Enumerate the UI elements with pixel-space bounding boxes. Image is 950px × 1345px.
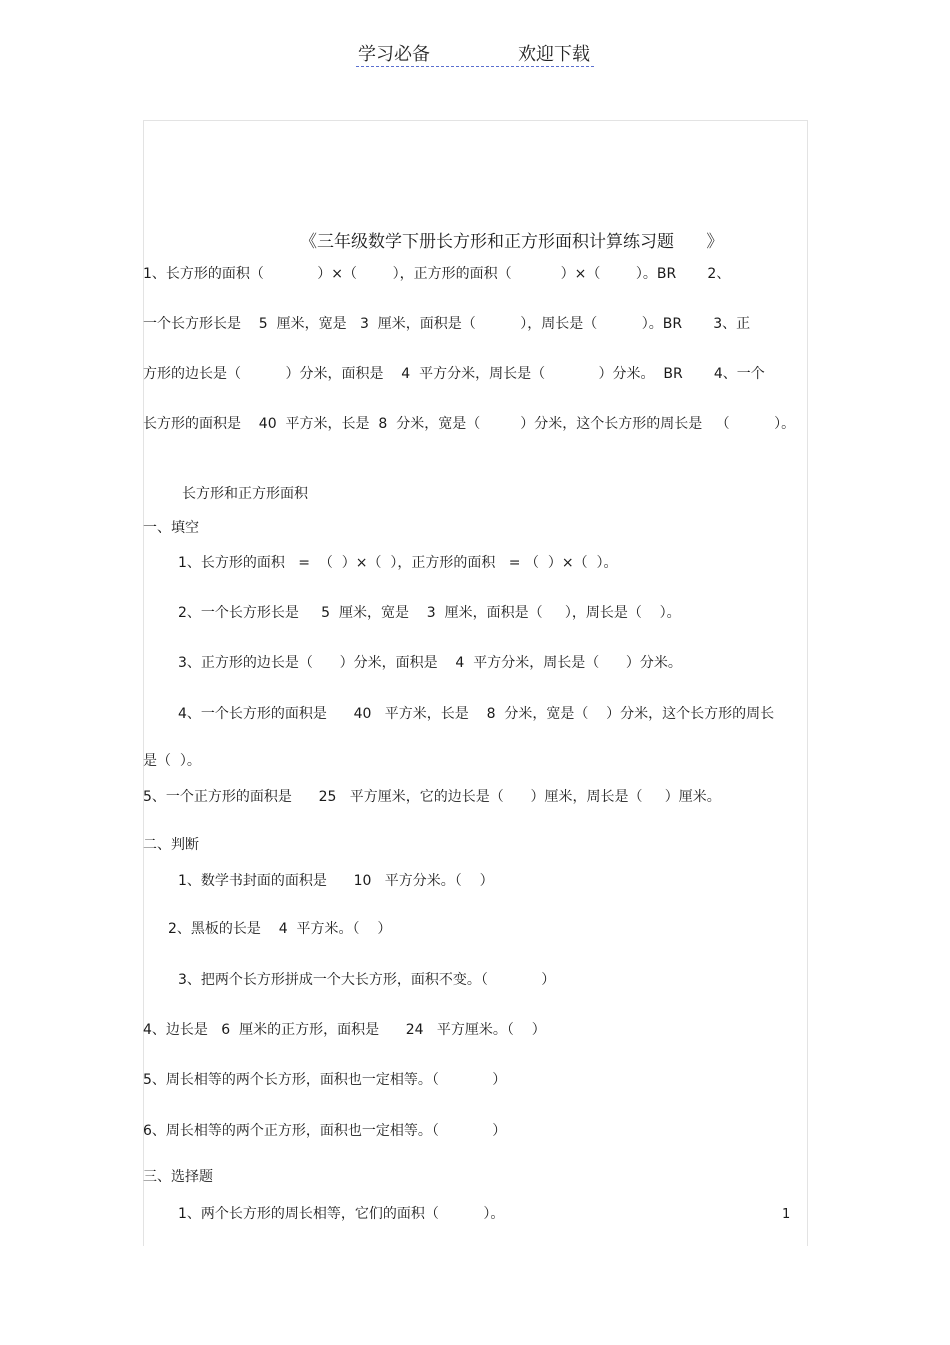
intro-line: 方形的边长是（ ）分米，面积是 4 平方分米，周长是（ ）分米。 BR 4、一个 — [143, 366, 765, 382]
question-item: 3、正方形的边长是（ ）分米，面积是 4 平方分米，周长是（ ）分米。 — [178, 655, 682, 671]
header-right-text: 欢迎下载 — [518, 44, 590, 65]
question-item: 2、黑板的长是 4 平方米。（ ） — [168, 921, 392, 937]
question-item: 2、一个长方形长是 5 厘米，宽是 3 厘米，面积是（ ），周长是（ ）。 — [178, 605, 681, 621]
intro-line: 1、长方形的面积（ ）×（ ），正方形的面积（ ）×（ ）。BR 2、 — [143, 266, 731, 282]
header-left-text: 学习必备 — [358, 44, 430, 65]
intro-line: 长方形的面积是 40 平方米，长是 8 分米，宽是（ ）分米，这个长方形的周长是 （ ）。 — [143, 416, 796, 432]
question-item: 1、长方形的面积 = （ ）×（ ），正方形的面积 = （ ）×（ ）。 — [178, 555, 618, 571]
question-item: 1、两个长方形的周长相等，它们的面积（ ）。 — [178, 1206, 505, 1222]
section-subtitle: 长方形和正方形面积 — [182, 486, 308, 502]
section-heading-true-false: 二、判断 — [143, 837, 199, 853]
question-item: 1、数学书封面的面积是 10 平方分米。（ ） — [178, 873, 494, 889]
question-item: 6、周长相等的两个正方形，面积也一定相等。（ ） — [143, 1123, 507, 1139]
question-item: 4、一个长方形的面积是 40 平方米，长是 8 分米，宽是（ ）分米，这个长方形的周长 — [178, 706, 775, 722]
page-number: 1 — [782, 1207, 791, 1222]
page-header — [356, 40, 594, 67]
question-item: 4、边长是 6 厘米的正方形，面积是 24 平方厘米。（ ） — [143, 1022, 546, 1038]
question-item: 5、周长相等的两个长方形，面积也一定相等。（ ） — [143, 1072, 507, 1088]
intro-line: 一个长方形长是 5 厘米，宽是 3 厘米，面积是（ ），周长是（ ）。BR 3、正 — [143, 316, 751, 332]
question-item-continuation: 是（ ）。 — [143, 753, 201, 769]
section-heading-multiple-choice: 三、选择题 — [143, 1169, 213, 1185]
document-title: 《三年级数学下册长方形和正方形面积计算练习题 》 — [300, 232, 724, 252]
question-item: 5、一个正方形的面积是 25 平方厘米，它的边长是（ ）厘米，周长是（ ）厘米。 — [143, 789, 721, 805]
section-heading-fill-blank: 一、填空 — [143, 520, 199, 536]
question-item: 3、把两个长方形拼成一个大长方形，面积不变。（ ） — [178, 972, 556, 988]
